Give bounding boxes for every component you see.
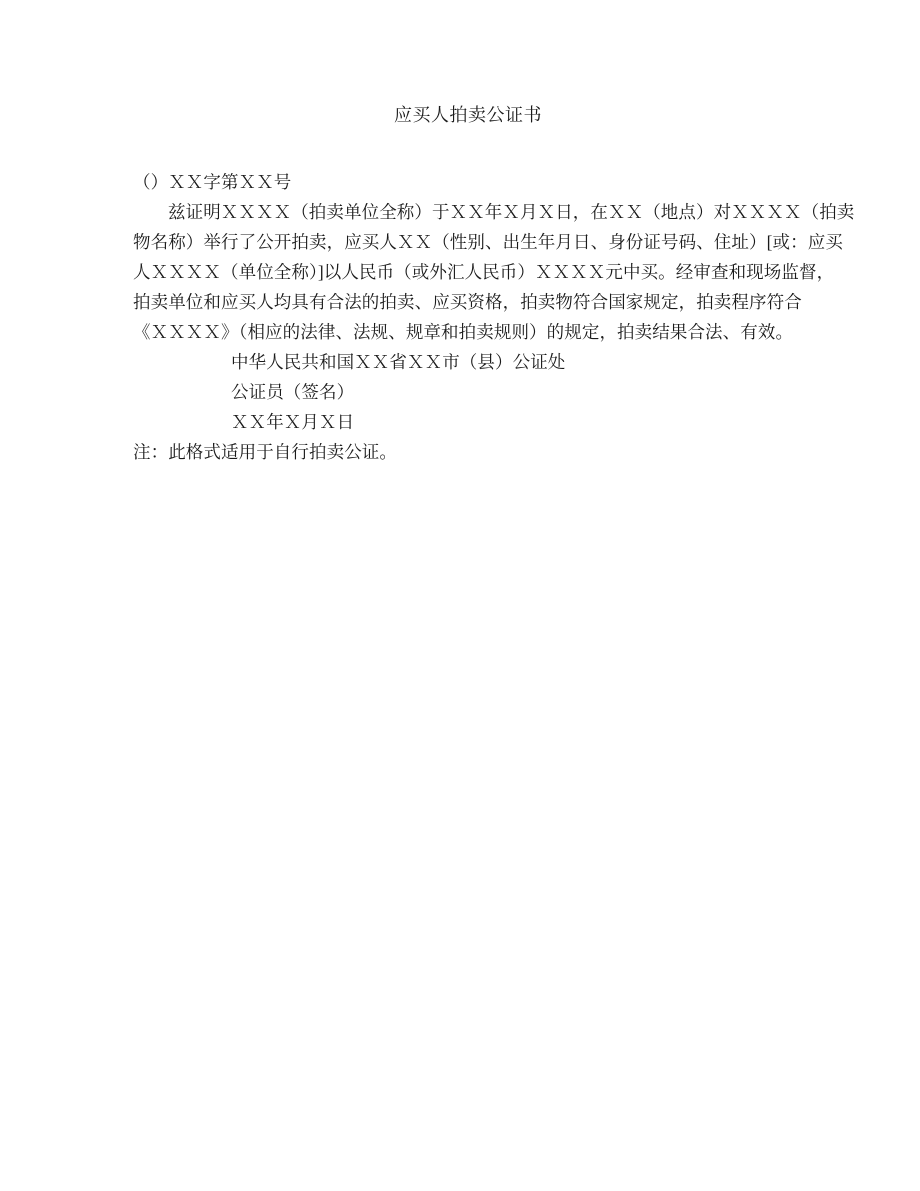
notary-office-line: 中华人民共和国ＸＸ省ＸＸ市（县）公证处 — [231, 352, 566, 372]
document-title: 应买人拍卖公证书 — [394, 105, 542, 125]
footnote-line: 注：此格式适用于自行拍卖公证。 — [133, 442, 397, 462]
paragraph-line-5: 《ＸＸＸＸ》（相应的法律、法规、规章和拍卖规则）的规定，拍卖结果合法、有效。 — [133, 322, 794, 342]
doc-number-line: （）ＸＸ字第ＸＸ号 — [133, 172, 292, 192]
paragraph-line-3: 人ＸＸＸＸ（单位全称）]以人民币（或外汇人民币）ＸＸＸＸ元中买。经审查和现场监督， — [133, 262, 835, 282]
paragraph-line-1: 兹证明ＸＸＸＸ（拍卖单位全称）于ＸＸ年Ｘ月Ｘ日，在ＸＸ（地点）对ＸＸＸＸ（拍卖 — [168, 202, 855, 222]
notary-date-line: ＸＸ年Ｘ月Ｘ日 — [231, 412, 355, 432]
document-body — [0, 167, 920, 467]
paragraph-line-4: 拍卖单位和应买人均具有合法的拍卖、应买资格，拍卖物符合国家规定，拍卖程序符合 — [133, 292, 802, 312]
notary-signer-line: 公证员（签名） — [231, 382, 355, 402]
paragraph-line-2: 物名称）举行了公开拍卖，应买人ＸＸ（性别、出生年月日、身份证号码、住址）[或：应买 — [133, 232, 843, 252]
